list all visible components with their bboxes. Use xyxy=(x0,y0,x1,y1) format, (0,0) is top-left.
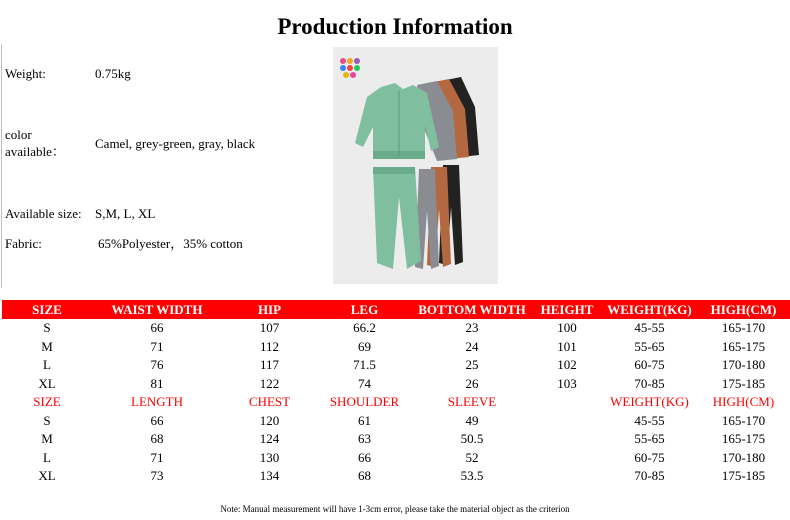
color-label-line1: color xyxy=(5,127,32,142)
table-cell: 25 xyxy=(465,357,479,373)
table-cell xyxy=(532,412,602,431)
table-cell xyxy=(532,449,602,468)
table-cell: 76 xyxy=(150,357,164,373)
table-cell: 69 xyxy=(358,338,371,354)
table-cell: 165-170 xyxy=(721,412,766,428)
table-cell: 120 xyxy=(259,412,280,428)
table-cell: 117 xyxy=(259,357,280,373)
table-cell: 74 xyxy=(358,375,371,391)
table-cell: 55-65 xyxy=(634,431,665,447)
table-cell: 66 xyxy=(150,320,164,336)
size-value: S,M, L, XL xyxy=(95,206,156,221)
table-cell: 71 xyxy=(150,338,164,354)
table-cell: 61 xyxy=(358,412,371,428)
table-cell: 66.2 xyxy=(353,320,376,336)
table-cell: 70-85 xyxy=(634,468,665,484)
header2-empty xyxy=(532,393,602,412)
table-cell: 124 xyxy=(259,431,280,447)
weight-label: Weight: xyxy=(5,66,46,81)
table-row xyxy=(2,319,790,338)
header2-chest: CHEST xyxy=(248,394,291,410)
header-hip: HIP xyxy=(222,300,317,319)
table-row xyxy=(2,430,790,449)
header2-shoulder: SHOULDER xyxy=(329,394,400,410)
table-cell: 165-175 xyxy=(721,338,766,354)
table-cell: 175-185 xyxy=(721,375,766,391)
table-cell: 50.5 xyxy=(460,431,484,447)
table-cell: 71 xyxy=(150,449,164,465)
table-cell: 170-180 xyxy=(721,357,766,373)
table-cell: 73 xyxy=(150,468,164,484)
weight-value: 0.75kg xyxy=(95,66,131,81)
tracksuit-illustration xyxy=(333,47,498,284)
color-label-line2: available： xyxy=(5,144,65,159)
table-cell: 71.5 xyxy=(353,357,376,373)
table-row xyxy=(2,338,790,357)
table-cell: 107 xyxy=(259,320,280,336)
table-row xyxy=(2,375,790,394)
table-row xyxy=(2,412,790,431)
left-border-line xyxy=(1,44,2,288)
table-second-header-row xyxy=(2,393,790,412)
table-cell: 53.5 xyxy=(460,468,484,484)
table-cell: L xyxy=(43,357,51,373)
table-cell: S xyxy=(43,412,51,428)
header2-weight: WEIGHT(KG) xyxy=(610,394,689,410)
header2-sleeve: SLEEVE xyxy=(447,394,497,410)
table-cell: 175-185 xyxy=(721,468,766,484)
table-cell: S xyxy=(43,320,51,336)
page-title: Production Information xyxy=(277,14,513,39)
table-cell: XL xyxy=(38,375,56,391)
table-header-row xyxy=(2,300,790,319)
color-value: Camel, grey-green, gray, black xyxy=(95,136,256,151)
fabric-value: 65%Polyester，35% cotton xyxy=(98,236,243,251)
table-cell: M xyxy=(41,431,53,447)
table-row xyxy=(2,356,790,375)
header-weight: WEIGHT(KG) xyxy=(602,300,697,319)
table-cell: 55-65 xyxy=(634,338,665,354)
table-cell: 23 xyxy=(465,320,479,336)
fabric-label: Fabric: xyxy=(5,236,42,251)
table-cell: 102 xyxy=(557,357,577,373)
table-cell: 68 xyxy=(150,431,164,447)
header-height: HEIGHT xyxy=(532,300,602,319)
table-cell: 70-85 xyxy=(634,375,665,391)
table-cell: 60-75 xyxy=(634,357,665,373)
table-cell: 165-170 xyxy=(721,320,766,336)
header-high: HIGH(CM) xyxy=(697,300,790,319)
size-table xyxy=(2,300,790,486)
measurement-note: Note: Manual measurement will have 1-3cm error, please take the material object as the criterion xyxy=(220,504,570,514)
header-size: SIZE xyxy=(2,300,92,319)
table-row xyxy=(2,449,790,468)
table-cell: 100 xyxy=(557,320,577,336)
table-cell: 60-75 xyxy=(634,449,665,465)
color-label xyxy=(5,126,65,160)
product-photo xyxy=(333,47,498,284)
table-cell: 101 xyxy=(557,338,577,354)
table-cell: 165-175 xyxy=(721,431,766,447)
table-cell: 45-55 xyxy=(634,412,665,428)
size-label: Available size: xyxy=(5,206,82,221)
header2-size: SIZE xyxy=(33,394,61,410)
table-cell: 81 xyxy=(150,375,164,391)
table-cell: 68 xyxy=(358,468,371,484)
header2-length: LENGTH xyxy=(131,394,183,410)
table-cell: 130 xyxy=(259,449,280,465)
header2-high: HIGH(CM) xyxy=(712,394,775,410)
color-dots-logo xyxy=(340,58,360,78)
table-cell: 112 xyxy=(259,338,280,354)
table-cell: 122 xyxy=(259,375,280,391)
table-cell: M xyxy=(41,338,53,354)
table-cell: 24 xyxy=(465,338,479,354)
table-cell: L xyxy=(43,449,51,465)
table-cell: 45-55 xyxy=(634,320,665,336)
header-leg: LEG xyxy=(317,300,412,319)
table-cell: 103 xyxy=(557,375,577,391)
table-cell: 63 xyxy=(358,431,371,447)
table-cell: 170-180 xyxy=(721,449,766,465)
table-cell: 134 xyxy=(259,468,280,484)
table-cell: 66 xyxy=(150,412,164,428)
table-cell: 49 xyxy=(465,412,479,428)
table-cell: 26 xyxy=(465,375,479,391)
table-cell: XL xyxy=(38,468,56,484)
table-cell xyxy=(532,430,602,449)
table-row xyxy=(2,467,790,486)
header-waist-width: WAIST WIDTH xyxy=(92,300,222,319)
table-cell xyxy=(532,467,602,486)
table-cell: 52 xyxy=(465,449,479,465)
header-bottom-width: BOTTOM WIDTH xyxy=(412,300,532,319)
table-cell: 66 xyxy=(358,449,371,465)
